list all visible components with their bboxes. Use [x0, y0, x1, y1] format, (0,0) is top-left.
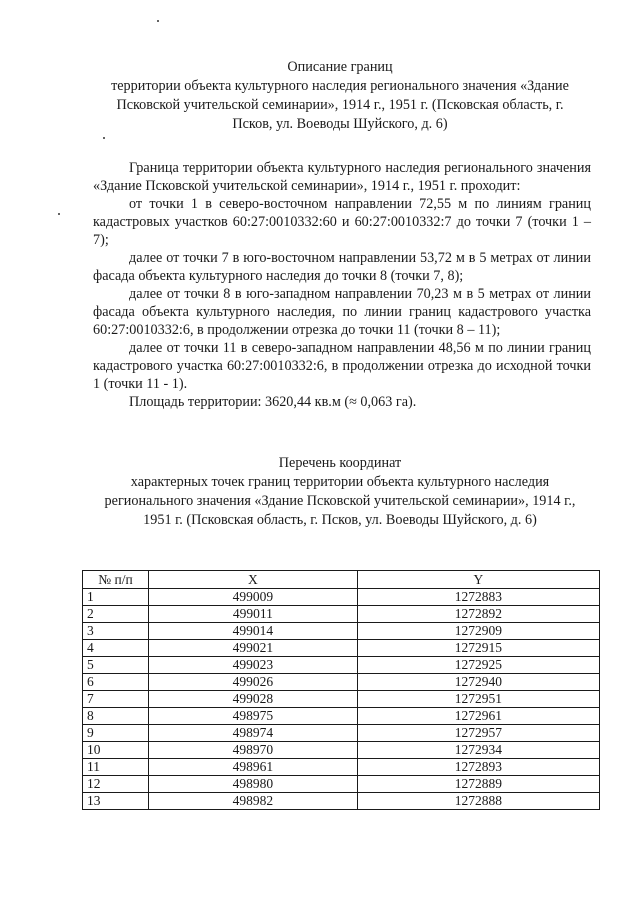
boundary-segment: далее от точки 11 в северо-западном направлении 48,56 м по линии границ кадастрового участка 60:27:0010332:6, в продолжении отрезка до исходной точки 1 (точки 11 - 1). — [93, 340, 591, 392]
cell-x: 499021 — [149, 640, 358, 657]
table-row — [83, 725, 600, 742]
cell-x: 498982 — [149, 793, 358, 810]
table-header-row — [83, 571, 600, 589]
coords-subtitle-line: регионального значения «Здание Псковской учительской семинарии», 1914 г., — [104, 493, 576, 509]
cell-x: 499011 — [149, 606, 358, 623]
cell-number: 8 — [83, 708, 149, 725]
column-header-x: X — [149, 571, 358, 589]
coords-title: Перечень координат — [278, 455, 402, 471]
boundary-intro: Граница территории объекта культурного наследия регионального значения «Здание Псковской учительской семинарии», 1914 г., 1951 г. проходит: — [93, 160, 591, 194]
description-subtitle-line: Псковской учительской семинарии», 1914 г., 1951 г. (Псковская область, г. — [116, 97, 564, 113]
cell-x: 499009 — [149, 589, 358, 606]
cell-number: 9 — [83, 725, 149, 742]
scan-speck — [103, 137, 105, 139]
table-row — [83, 793, 600, 810]
cell-x: 499028 — [149, 691, 358, 708]
cell-number: 11 — [83, 759, 149, 776]
cell-y: 1272883 — [357, 589, 599, 606]
cell-number: 4 — [83, 640, 149, 657]
cell-y: 1272888 — [357, 793, 599, 810]
table-row — [83, 674, 600, 691]
cell-x: 499026 — [149, 674, 358, 691]
description-heading — [60, 58, 620, 134]
cell-number: 3 — [83, 623, 149, 640]
cell-x: 498975 — [149, 708, 358, 725]
coords-subtitle-line: 1951 г. (Псковская область, г. Псков, ул. Воеводы Шуйского, д. 6) — [143, 512, 537, 528]
boundary-segment: от точки 1 в северо-восточном направлении 72,55 м по линиям границ кадастровых участков 60:27:0010332:60 и 60:27:0010332:7 до точки 7 (точки 1 – 7); — [93, 196, 591, 248]
cell-number: 10 — [83, 742, 149, 759]
description-title: Описание границ — [287, 59, 393, 75]
cell-number: 13 — [83, 793, 149, 810]
cell-y: 1272961 — [357, 708, 599, 725]
cell-x: 498961 — [149, 759, 358, 776]
table-row — [83, 759, 600, 776]
table-row — [83, 657, 600, 674]
table-row — [83, 776, 600, 793]
coordinates-table — [82, 570, 600, 810]
boundary-description — [93, 159, 591, 411]
cell-y: 1272934 — [357, 742, 599, 759]
table-row — [83, 708, 600, 725]
description-subtitle-line: Псков, ул. Воеводы Шуйского, д. 6) — [232, 116, 448, 132]
coords-subtitle-line: характерных точек границ территории объекта культурного наследия — [130, 474, 550, 490]
cell-number: 2 — [83, 606, 149, 623]
cell-y: 1272909 — [357, 623, 599, 640]
boundary-segment: далее от точки 7 в юго-восточном направлении 53,72 м в 5 метрах от линии фасада объекта культурного наследия до точки 8 (точки 7, 8); — [93, 250, 591, 284]
cell-y: 1272940 — [357, 674, 599, 691]
table-row — [83, 623, 600, 640]
cell-x: 498980 — [149, 776, 358, 793]
table-row — [83, 691, 600, 708]
cell-y: 1272892 — [357, 606, 599, 623]
cell-x: 498974 — [149, 725, 358, 742]
boundary-segment: далее от точки 8 в юго-западном направлении 70,23 м в 5 метрах от линии фасада объекта культурного наследия, по линии границ кадастрового участка 60:27:0010332:6, в продолжении отрезка до точки 11 (точки 8 – 11); — [93, 286, 591, 338]
table-row — [83, 589, 600, 606]
table-row — [83, 640, 600, 657]
cell-y: 1272889 — [357, 776, 599, 793]
cell-number: 7 — [83, 691, 149, 708]
coords-heading — [60, 454, 620, 530]
cell-y: 1272951 — [357, 691, 599, 708]
cell-x: 499023 — [149, 657, 358, 674]
cell-y: 1272957 — [357, 725, 599, 742]
cell-x: 498970 — [149, 742, 358, 759]
cell-number: 1 — [83, 589, 149, 606]
cell-y: 1272925 — [357, 657, 599, 674]
cell-number: 12 — [83, 776, 149, 793]
cell-y: 1272915 — [357, 640, 599, 657]
scan-speck — [157, 20, 159, 22]
cell-number: 6 — [83, 674, 149, 691]
column-header-y: Y — [357, 571, 599, 589]
cell-x: 499014 — [149, 623, 358, 640]
table-row — [83, 742, 600, 759]
table-row — [83, 606, 600, 623]
column-header-number: № п/п — [83, 571, 149, 589]
description-subtitle-line: территории объекта культурного наследия регионального значения «Здание — [111, 78, 569, 94]
cell-y: 1272893 — [357, 759, 599, 776]
scan-speck — [58, 213, 60, 215]
cell-number: 5 — [83, 657, 149, 674]
area-statement: Площадь территории: 3620,44 кв.м (≈ 0,063 га). — [129, 394, 417, 410]
